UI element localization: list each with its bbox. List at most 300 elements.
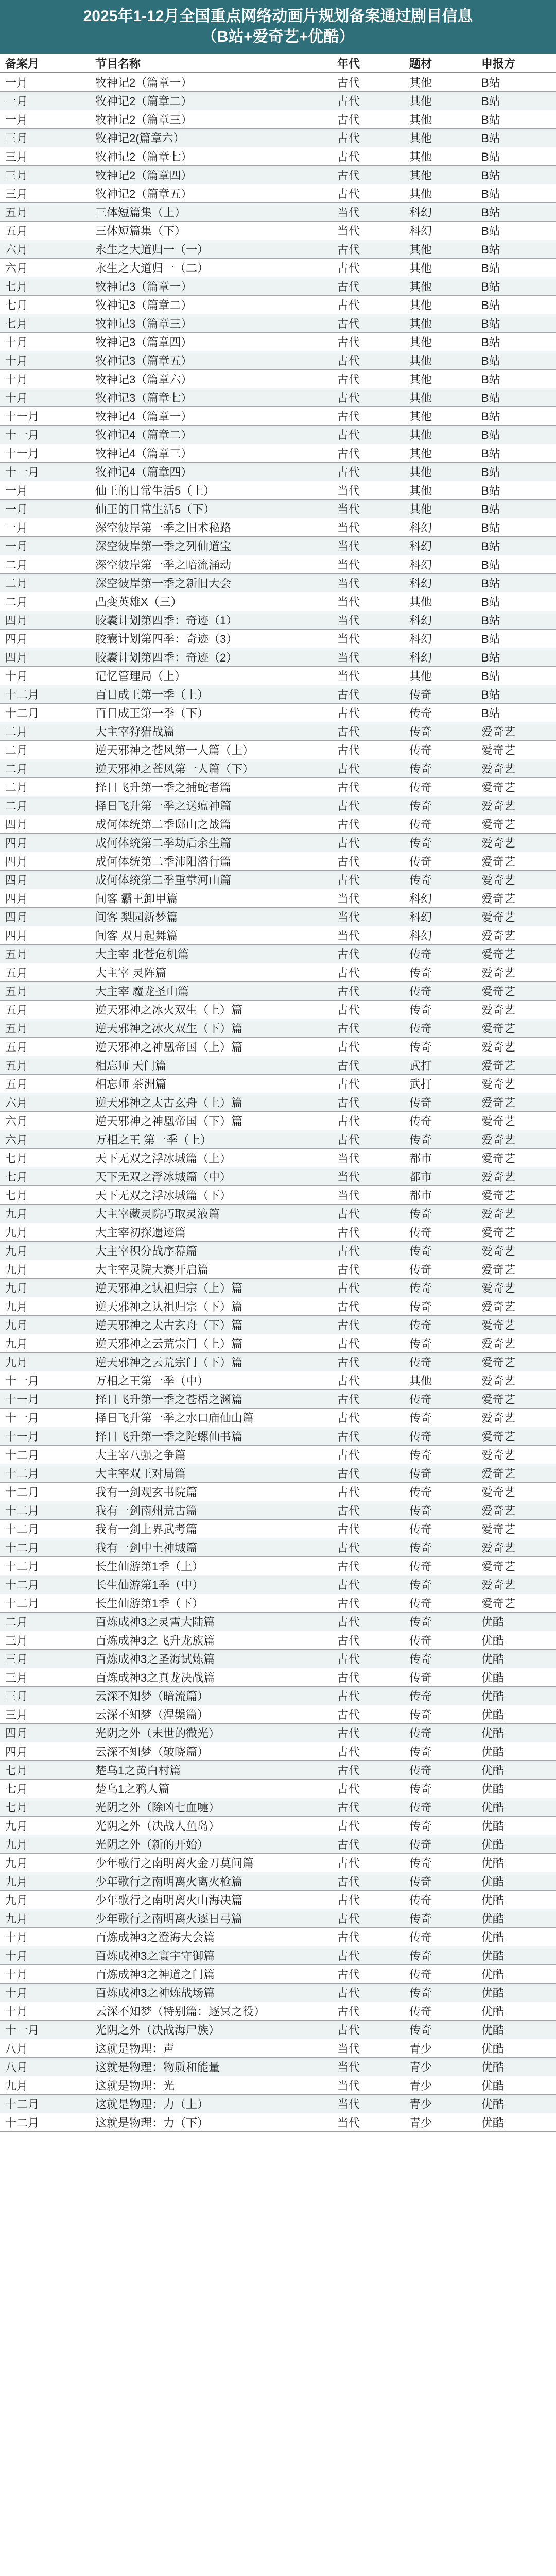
cell-era: 古代 bbox=[332, 1872, 404, 1891]
cell-era: 当代 bbox=[332, 203, 404, 222]
cell-genre: 其他 bbox=[404, 370, 476, 388]
cell-era: 古代 bbox=[332, 407, 404, 426]
cell-applicant: 爱奇艺 bbox=[476, 1093, 556, 1112]
table-row bbox=[0, 611, 556, 630]
table-row bbox=[0, 1464, 556, 1483]
cell-month: 六月 bbox=[0, 240, 90, 259]
table-row bbox=[0, 2039, 556, 2058]
table-row bbox=[0, 518, 556, 537]
cell-era: 当代 bbox=[332, 2113, 404, 2132]
cell-applicant: B站 bbox=[476, 630, 556, 648]
table-row bbox=[0, 908, 556, 926]
table-row bbox=[0, 1668, 556, 1687]
cell-era: 古代 bbox=[332, 388, 404, 407]
cell-era: 古代 bbox=[332, 1724, 404, 1742]
cell-title: 这就是物理：力（上） bbox=[90, 2095, 332, 2113]
cell-month: 九月 bbox=[0, 2076, 90, 2095]
cell-genre: 其他 bbox=[404, 277, 476, 296]
cell-applicant: 爱奇艺 bbox=[476, 889, 556, 908]
cell-applicant: 优酷 bbox=[476, 1613, 556, 1631]
cell-era: 古代 bbox=[332, 685, 404, 704]
table-row bbox=[0, 1928, 556, 1946]
table-header-row bbox=[0, 54, 556, 73]
title-line-2: （B站+爱奇艺+优酷） bbox=[201, 28, 355, 45]
cell-month: 五月 bbox=[0, 222, 90, 240]
cell-month: 十月 bbox=[0, 370, 90, 388]
cell-title: 大主宰八强之争篇 bbox=[90, 1446, 332, 1464]
table-row bbox=[0, 2058, 556, 2076]
cell-title: 大主宰初探遗迹篇 bbox=[90, 1223, 332, 1242]
cell-title: 少年歌行之南明离火山海决篇 bbox=[90, 1891, 332, 1909]
cell-month: 十一月 bbox=[0, 463, 90, 481]
table-row bbox=[0, 407, 556, 426]
cell-applicant: B站 bbox=[476, 444, 556, 463]
table-row bbox=[0, 889, 556, 908]
cell-title: 成何体统第二季沛阳潜行篇 bbox=[90, 852, 332, 871]
cell-title: 牧神记4（篇章四） bbox=[90, 463, 332, 481]
cell-title: 深空彼岸第一季之列仙道宝 bbox=[90, 537, 332, 555]
cell-month: 九月 bbox=[0, 1260, 90, 1279]
table-row bbox=[0, 1946, 556, 1965]
table-row bbox=[0, 1575, 556, 1594]
cell-title: 百炼成神3之飞升龙族篇 bbox=[90, 1631, 332, 1650]
cell-title: 长生仙游第1季（中） bbox=[90, 1575, 332, 1594]
cell-month: 七月 bbox=[0, 314, 90, 333]
cell-applicant: 优酷 bbox=[476, 1798, 556, 1817]
cell-genre: 传奇 bbox=[404, 741, 476, 759]
cell-applicant: 爱奇艺 bbox=[476, 1464, 556, 1483]
cell-title: 择日飞升第一季之捕蛇者篇 bbox=[90, 778, 332, 796]
cell-era: 古代 bbox=[332, 1353, 404, 1371]
cell-title: 云深不知梦（暗流篇） bbox=[90, 1687, 332, 1705]
column-header-applicant: 申报方 bbox=[476, 54, 556, 73]
cell-era: 古代 bbox=[332, 1501, 404, 1520]
cell-era: 当代 bbox=[332, 574, 404, 592]
table-row bbox=[0, 203, 556, 222]
cell-title: 逆天邪神之苍风第一人篇（上） bbox=[90, 741, 332, 759]
cell-genre: 传奇 bbox=[404, 1130, 476, 1149]
cell-applicant: B站 bbox=[476, 147, 556, 166]
table-row bbox=[0, 963, 556, 982]
table-row bbox=[0, 1872, 556, 1891]
table-row bbox=[0, 481, 556, 500]
cell-month: 十月 bbox=[0, 1928, 90, 1946]
cell-era: 当代 bbox=[332, 518, 404, 537]
cell-title: 牧神记3（篇章六） bbox=[90, 370, 332, 388]
cell-month: 五月 bbox=[0, 1038, 90, 1056]
cell-month: 十二月 bbox=[0, 1501, 90, 1520]
table-row bbox=[0, 1891, 556, 1909]
cell-applicant: 爱奇艺 bbox=[476, 815, 556, 834]
cell-title: 光阴之外（除凶七血嚏） bbox=[90, 1798, 332, 1817]
cell-genre: 传奇 bbox=[404, 1631, 476, 1650]
cell-era: 古代 bbox=[332, 1130, 404, 1149]
table-row bbox=[0, 759, 556, 778]
cell-genre: 传奇 bbox=[404, 685, 476, 704]
cell-title: 少年歌行之南明离火金刀莫问篇 bbox=[90, 1854, 332, 1872]
cell-applicant: 爱奇艺 bbox=[476, 1038, 556, 1056]
cell-month: 九月 bbox=[0, 1909, 90, 1928]
table-row bbox=[0, 1390, 556, 1409]
cell-genre: 传奇 bbox=[404, 796, 476, 815]
cell-genre: 传奇 bbox=[404, 1872, 476, 1891]
table-row bbox=[0, 1001, 556, 1019]
cell-genre: 科幻 bbox=[404, 537, 476, 555]
cell-genre: 都市 bbox=[404, 1167, 476, 1186]
cell-title: 牧神记3（篇章二） bbox=[90, 296, 332, 314]
cell-applicant: 爱奇艺 bbox=[476, 1427, 556, 1446]
cell-era: 古代 bbox=[332, 1056, 404, 1075]
table-row bbox=[0, 240, 556, 259]
cell-applicant: 优酷 bbox=[476, 1724, 556, 1742]
cell-applicant: 优酷 bbox=[476, 1817, 556, 1835]
cell-title: 这就是物理：光 bbox=[90, 2076, 332, 2095]
cell-month: 四月 bbox=[0, 871, 90, 889]
cell-title: 成何体统第二季重掌河山篇 bbox=[90, 871, 332, 889]
cell-genre: 武打 bbox=[404, 1056, 476, 1075]
table-row bbox=[0, 1205, 556, 1223]
cell-genre: 其他 bbox=[404, 463, 476, 481]
cell-month: 八月 bbox=[0, 2039, 90, 2058]
table-row bbox=[0, 1130, 556, 1149]
cell-genre: 传奇 bbox=[404, 759, 476, 778]
cell-month: 十月 bbox=[0, 667, 90, 685]
table-row bbox=[0, 1242, 556, 1260]
table-row bbox=[0, 1687, 556, 1705]
cell-month: 七月 bbox=[0, 1167, 90, 1186]
cell-month: 五月 bbox=[0, 203, 90, 222]
cell-applicant: 爱奇艺 bbox=[476, 1167, 556, 1186]
cell-genre: 传奇 bbox=[404, 1575, 476, 1594]
cell-genre: 其他 bbox=[404, 110, 476, 129]
column-header-genre: 题材 bbox=[404, 54, 476, 73]
cell-genre: 传奇 bbox=[404, 1854, 476, 1872]
cell-era: 古代 bbox=[332, 1427, 404, 1446]
cell-title: 记忆管理局（上） bbox=[90, 667, 332, 685]
table-row bbox=[0, 1186, 556, 1205]
cell-applicant: 爱奇艺 bbox=[476, 945, 556, 963]
table-row bbox=[0, 982, 556, 1001]
table-row bbox=[0, 574, 556, 592]
cell-genre: 其他 bbox=[404, 92, 476, 110]
cell-title: 三体短篇集（下） bbox=[90, 222, 332, 240]
cell-era: 古代 bbox=[332, 1464, 404, 1483]
cell-era: 古代 bbox=[332, 2002, 404, 2021]
cell-genre: 传奇 bbox=[404, 871, 476, 889]
cell-applicant: B站 bbox=[476, 407, 556, 426]
cell-era: 古代 bbox=[332, 129, 404, 147]
cell-title: 牧神记3（篇章三） bbox=[90, 314, 332, 333]
cell-title: 逆天邪神之神凰帝国（上）篇 bbox=[90, 1038, 332, 1056]
cell-title: 天下无双之浮冰城篇（下） bbox=[90, 1186, 332, 1205]
cell-applicant: 爱奇艺 bbox=[476, 1446, 556, 1464]
cell-month: 七月 bbox=[0, 296, 90, 314]
cell-applicant: 爱奇艺 bbox=[476, 1483, 556, 1501]
table-row bbox=[0, 1223, 556, 1242]
cell-era: 古代 bbox=[332, 1075, 404, 1093]
cell-month: 三月 bbox=[0, 147, 90, 166]
cell-title: 仙王的日常生活5（下） bbox=[90, 500, 332, 518]
cell-title: 百炼成神3之神炼战场篇 bbox=[90, 1984, 332, 2002]
table-row bbox=[0, 1297, 556, 1316]
table-row bbox=[0, 1316, 556, 1334]
cell-genre: 青少 bbox=[404, 2076, 476, 2095]
cell-era: 古代 bbox=[332, 1316, 404, 1334]
cell-title: 深空彼岸第一季之旧术秘路 bbox=[90, 518, 332, 537]
table-row bbox=[0, 1409, 556, 1427]
cell-applicant: 爱奇艺 bbox=[476, 1279, 556, 1297]
cell-month: 二月 bbox=[0, 574, 90, 592]
cell-applicant: 爱奇艺 bbox=[476, 796, 556, 815]
cell-genre: 传奇 bbox=[404, 1409, 476, 1427]
cell-month: 二月 bbox=[0, 592, 90, 611]
cell-title: 牧神记3（篇章七） bbox=[90, 388, 332, 407]
table-row bbox=[0, 1984, 556, 2002]
cell-month: 十二月 bbox=[0, 1464, 90, 1483]
cell-title: 这就是物理：声 bbox=[90, 2039, 332, 2058]
table-row bbox=[0, 500, 556, 518]
cell-genre: 都市 bbox=[404, 1149, 476, 1167]
cell-month: 四月 bbox=[0, 1724, 90, 1742]
cell-month: 十月 bbox=[0, 1946, 90, 1965]
table-row bbox=[0, 1371, 556, 1390]
cell-month: 六月 bbox=[0, 1112, 90, 1130]
cell-genre: 传奇 bbox=[404, 704, 476, 722]
cell-era: 古代 bbox=[332, 1575, 404, 1594]
cell-era: 当代 bbox=[332, 1149, 404, 1167]
cell-genre: 传奇 bbox=[404, 1279, 476, 1297]
cell-title: 深空彼岸第一季之暗流涌动 bbox=[90, 555, 332, 574]
table-row bbox=[0, 463, 556, 481]
table-row bbox=[0, 1650, 556, 1668]
cell-genre: 其他 bbox=[404, 407, 476, 426]
cell-genre: 其他 bbox=[404, 147, 476, 166]
cell-applicant: 爱奇艺 bbox=[476, 741, 556, 759]
cell-genre: 其他 bbox=[404, 296, 476, 314]
cell-applicant: 爱奇艺 bbox=[476, 852, 556, 871]
cell-title: 相忘师 天门篇 bbox=[90, 1056, 332, 1075]
cell-era: 古代 bbox=[332, 1687, 404, 1705]
cell-era: 古代 bbox=[332, 704, 404, 722]
cell-month: 十二月 bbox=[0, 704, 90, 722]
cell-month: 九月 bbox=[0, 1353, 90, 1371]
cell-applicant: 爱奇艺 bbox=[476, 1056, 556, 1075]
cell-month: 十二月 bbox=[0, 2113, 90, 2132]
table-row bbox=[0, 1909, 556, 1928]
cell-genre: 其他 bbox=[404, 388, 476, 407]
cell-era: 古代 bbox=[332, 1260, 404, 1279]
cell-title: 牧神记3（篇章五） bbox=[90, 351, 332, 370]
cell-month: 二月 bbox=[0, 778, 90, 796]
cell-month: 九月 bbox=[0, 1835, 90, 1854]
cell-month: 五月 bbox=[0, 963, 90, 982]
table-row bbox=[0, 1854, 556, 1872]
cell-month: 十一月 bbox=[0, 2021, 90, 2039]
cell-era: 古代 bbox=[332, 982, 404, 1001]
cell-applicant: 优酷 bbox=[476, 1705, 556, 1724]
cell-title: 择日飞升第一季之陀螺仙书篇 bbox=[90, 1427, 332, 1446]
cell-month: 一月 bbox=[0, 110, 90, 129]
cell-month: 十一月 bbox=[0, 426, 90, 444]
cell-era: 古代 bbox=[332, 351, 404, 370]
table-row bbox=[0, 444, 556, 463]
cell-genre: 传奇 bbox=[404, 852, 476, 871]
cell-era: 古代 bbox=[332, 240, 404, 259]
cell-era: 当代 bbox=[332, 611, 404, 630]
cell-genre: 传奇 bbox=[404, 1390, 476, 1409]
cell-applicant: 爱奇艺 bbox=[476, 871, 556, 889]
cell-applicant: 爱奇艺 bbox=[476, 1334, 556, 1353]
cell-title: 百日成王第一季（上） bbox=[90, 685, 332, 704]
cell-era: 古代 bbox=[332, 370, 404, 388]
cell-applicant: 优酷 bbox=[476, 1946, 556, 1965]
cell-applicant: B站 bbox=[476, 704, 556, 722]
cell-genre: 传奇 bbox=[404, 1650, 476, 1668]
cell-month: 三月 bbox=[0, 166, 90, 184]
table-row bbox=[0, 1427, 556, 1446]
table-row bbox=[0, 110, 556, 129]
cell-month: 十一月 bbox=[0, 1427, 90, 1446]
cell-applicant: B站 bbox=[476, 222, 556, 240]
cell-month: 六月 bbox=[0, 1130, 90, 1149]
table-row bbox=[0, 778, 556, 796]
cell-era: 古代 bbox=[332, 1631, 404, 1650]
cell-month: 四月 bbox=[0, 926, 90, 945]
table-row bbox=[0, 73, 556, 92]
cell-era: 古代 bbox=[332, 296, 404, 314]
cell-genre: 其他 bbox=[404, 73, 476, 92]
cell-applicant: 爱奇艺 bbox=[476, 1223, 556, 1242]
cell-month: 九月 bbox=[0, 1316, 90, 1334]
cell-genre: 科幻 bbox=[404, 889, 476, 908]
table-row bbox=[0, 277, 556, 296]
cell-month: 七月 bbox=[0, 277, 90, 296]
cell-era: 当代 bbox=[332, 908, 404, 926]
cell-month: 二月 bbox=[0, 796, 90, 815]
cell-genre: 传奇 bbox=[404, 1446, 476, 1464]
cell-month: 十月 bbox=[0, 333, 90, 351]
cell-title: 逆天邪神之苍风第一人篇（下） bbox=[90, 759, 332, 778]
cell-month: 一月 bbox=[0, 481, 90, 500]
cell-month: 六月 bbox=[0, 1093, 90, 1112]
cell-applicant: 爱奇艺 bbox=[476, 1520, 556, 1538]
cell-genre: 传奇 bbox=[404, 1668, 476, 1687]
cell-title: 云深不知梦（破晓篇） bbox=[90, 1742, 332, 1761]
cell-genre: 其他 bbox=[404, 667, 476, 685]
cell-genre: 科幻 bbox=[404, 648, 476, 667]
cell-month: 七月 bbox=[0, 1186, 90, 1205]
cell-genre: 传奇 bbox=[404, 1464, 476, 1483]
table-row bbox=[0, 129, 556, 147]
cell-month: 四月 bbox=[0, 815, 90, 834]
cell-month: 九月 bbox=[0, 1205, 90, 1223]
cell-applicant: B站 bbox=[476, 110, 556, 129]
cell-month: 二月 bbox=[0, 555, 90, 574]
cell-month: 七月 bbox=[0, 1780, 90, 1798]
cell-title: 逆天邪神之认祖归宗（下）篇 bbox=[90, 1297, 332, 1316]
cell-era: 古代 bbox=[332, 277, 404, 296]
cell-era: 古代 bbox=[332, 871, 404, 889]
cell-genre: 青少 bbox=[404, 2113, 476, 2132]
cell-month: 二月 bbox=[0, 1613, 90, 1631]
cell-title: 牧神记2（篇章二） bbox=[90, 92, 332, 110]
table-row bbox=[0, 1965, 556, 1984]
table-row bbox=[0, 1538, 556, 1557]
cell-title: 长生仙游第1季（上） bbox=[90, 1557, 332, 1575]
table-row bbox=[0, 1353, 556, 1371]
cell-genre: 传奇 bbox=[404, 1520, 476, 1538]
cell-month: 十二月 bbox=[0, 1538, 90, 1557]
table-row bbox=[0, 685, 556, 704]
cell-era: 古代 bbox=[332, 147, 404, 166]
cell-genre: 传奇 bbox=[404, 1742, 476, 1761]
cell-era: 古代 bbox=[332, 963, 404, 982]
cell-applicant: 爱奇艺 bbox=[476, 759, 556, 778]
cell-applicant: 爱奇艺 bbox=[476, 1501, 556, 1520]
cell-applicant: 优酷 bbox=[476, 1687, 556, 1705]
cell-month: 四月 bbox=[0, 908, 90, 926]
cell-era: 古代 bbox=[332, 1001, 404, 1019]
cell-applicant: B站 bbox=[476, 555, 556, 574]
cell-applicant: 优酷 bbox=[476, 2095, 556, 2113]
cell-month: 八月 bbox=[0, 2058, 90, 2076]
table-row bbox=[0, 1279, 556, 1297]
table-body bbox=[0, 73, 556, 2132]
cell-applicant: 优酷 bbox=[476, 1631, 556, 1650]
cell-month: 十月 bbox=[0, 1984, 90, 2002]
cell-applicant: 优酷 bbox=[476, 1650, 556, 1668]
cell-title: 大主宰 魔龙圣山篇 bbox=[90, 982, 332, 1001]
cell-genre: 传奇 bbox=[404, 1613, 476, 1631]
cell-month: 二月 bbox=[0, 722, 90, 741]
table-row bbox=[0, 1019, 556, 1038]
cell-era: 当代 bbox=[332, 592, 404, 611]
cell-era: 古代 bbox=[332, 1538, 404, 1557]
cell-month: 三月 bbox=[0, 1650, 90, 1668]
table-row bbox=[0, 592, 556, 611]
cell-applicant: 爱奇艺 bbox=[476, 1390, 556, 1409]
cell-title: 牧神记4（篇章一） bbox=[90, 407, 332, 426]
cell-genre: 传奇 bbox=[404, 1984, 476, 2002]
cell-title: 天下无双之浮冰城篇（上） bbox=[90, 1149, 332, 1167]
cell-genre: 传奇 bbox=[404, 2021, 476, 2039]
cell-applicant: 优酷 bbox=[476, 1909, 556, 1928]
cell-title: 逆天邪神之冰火双生（下）篇 bbox=[90, 1019, 332, 1038]
cell-era: 古代 bbox=[332, 1984, 404, 2002]
cell-title: 牧神记4（篇章三） bbox=[90, 444, 332, 463]
cell-title: 百炼成神3之圣海试炼篇 bbox=[90, 1650, 332, 1668]
cell-era: 古代 bbox=[332, 1909, 404, 1928]
cell-era: 古代 bbox=[332, 1371, 404, 1390]
cell-title: 成何体统第二季劫后余生篇 bbox=[90, 834, 332, 852]
cell-month: 一月 bbox=[0, 518, 90, 537]
table-row bbox=[0, 1780, 556, 1798]
cell-genre: 传奇 bbox=[404, 1019, 476, 1038]
cell-month: 三月 bbox=[0, 1668, 90, 1687]
cell-title: 百日成王第一季（下） bbox=[90, 704, 332, 722]
cell-genre: 其他 bbox=[404, 481, 476, 500]
table-row bbox=[0, 815, 556, 834]
cell-title: 百炼成神3之澄海大会篇 bbox=[90, 1928, 332, 1946]
cell-applicant: 爱奇艺 bbox=[476, 1260, 556, 1279]
cell-applicant: 爱奇艺 bbox=[476, 1538, 556, 1557]
cell-genre: 传奇 bbox=[404, 1223, 476, 1242]
cell-month: 九月 bbox=[0, 1279, 90, 1297]
cell-title: 逆天邪神之云荒宗门（下）篇 bbox=[90, 1353, 332, 1371]
cell-genre: 传奇 bbox=[404, 1297, 476, 1316]
table-row bbox=[0, 1761, 556, 1780]
cell-applicant: 爱奇艺 bbox=[476, 1297, 556, 1316]
